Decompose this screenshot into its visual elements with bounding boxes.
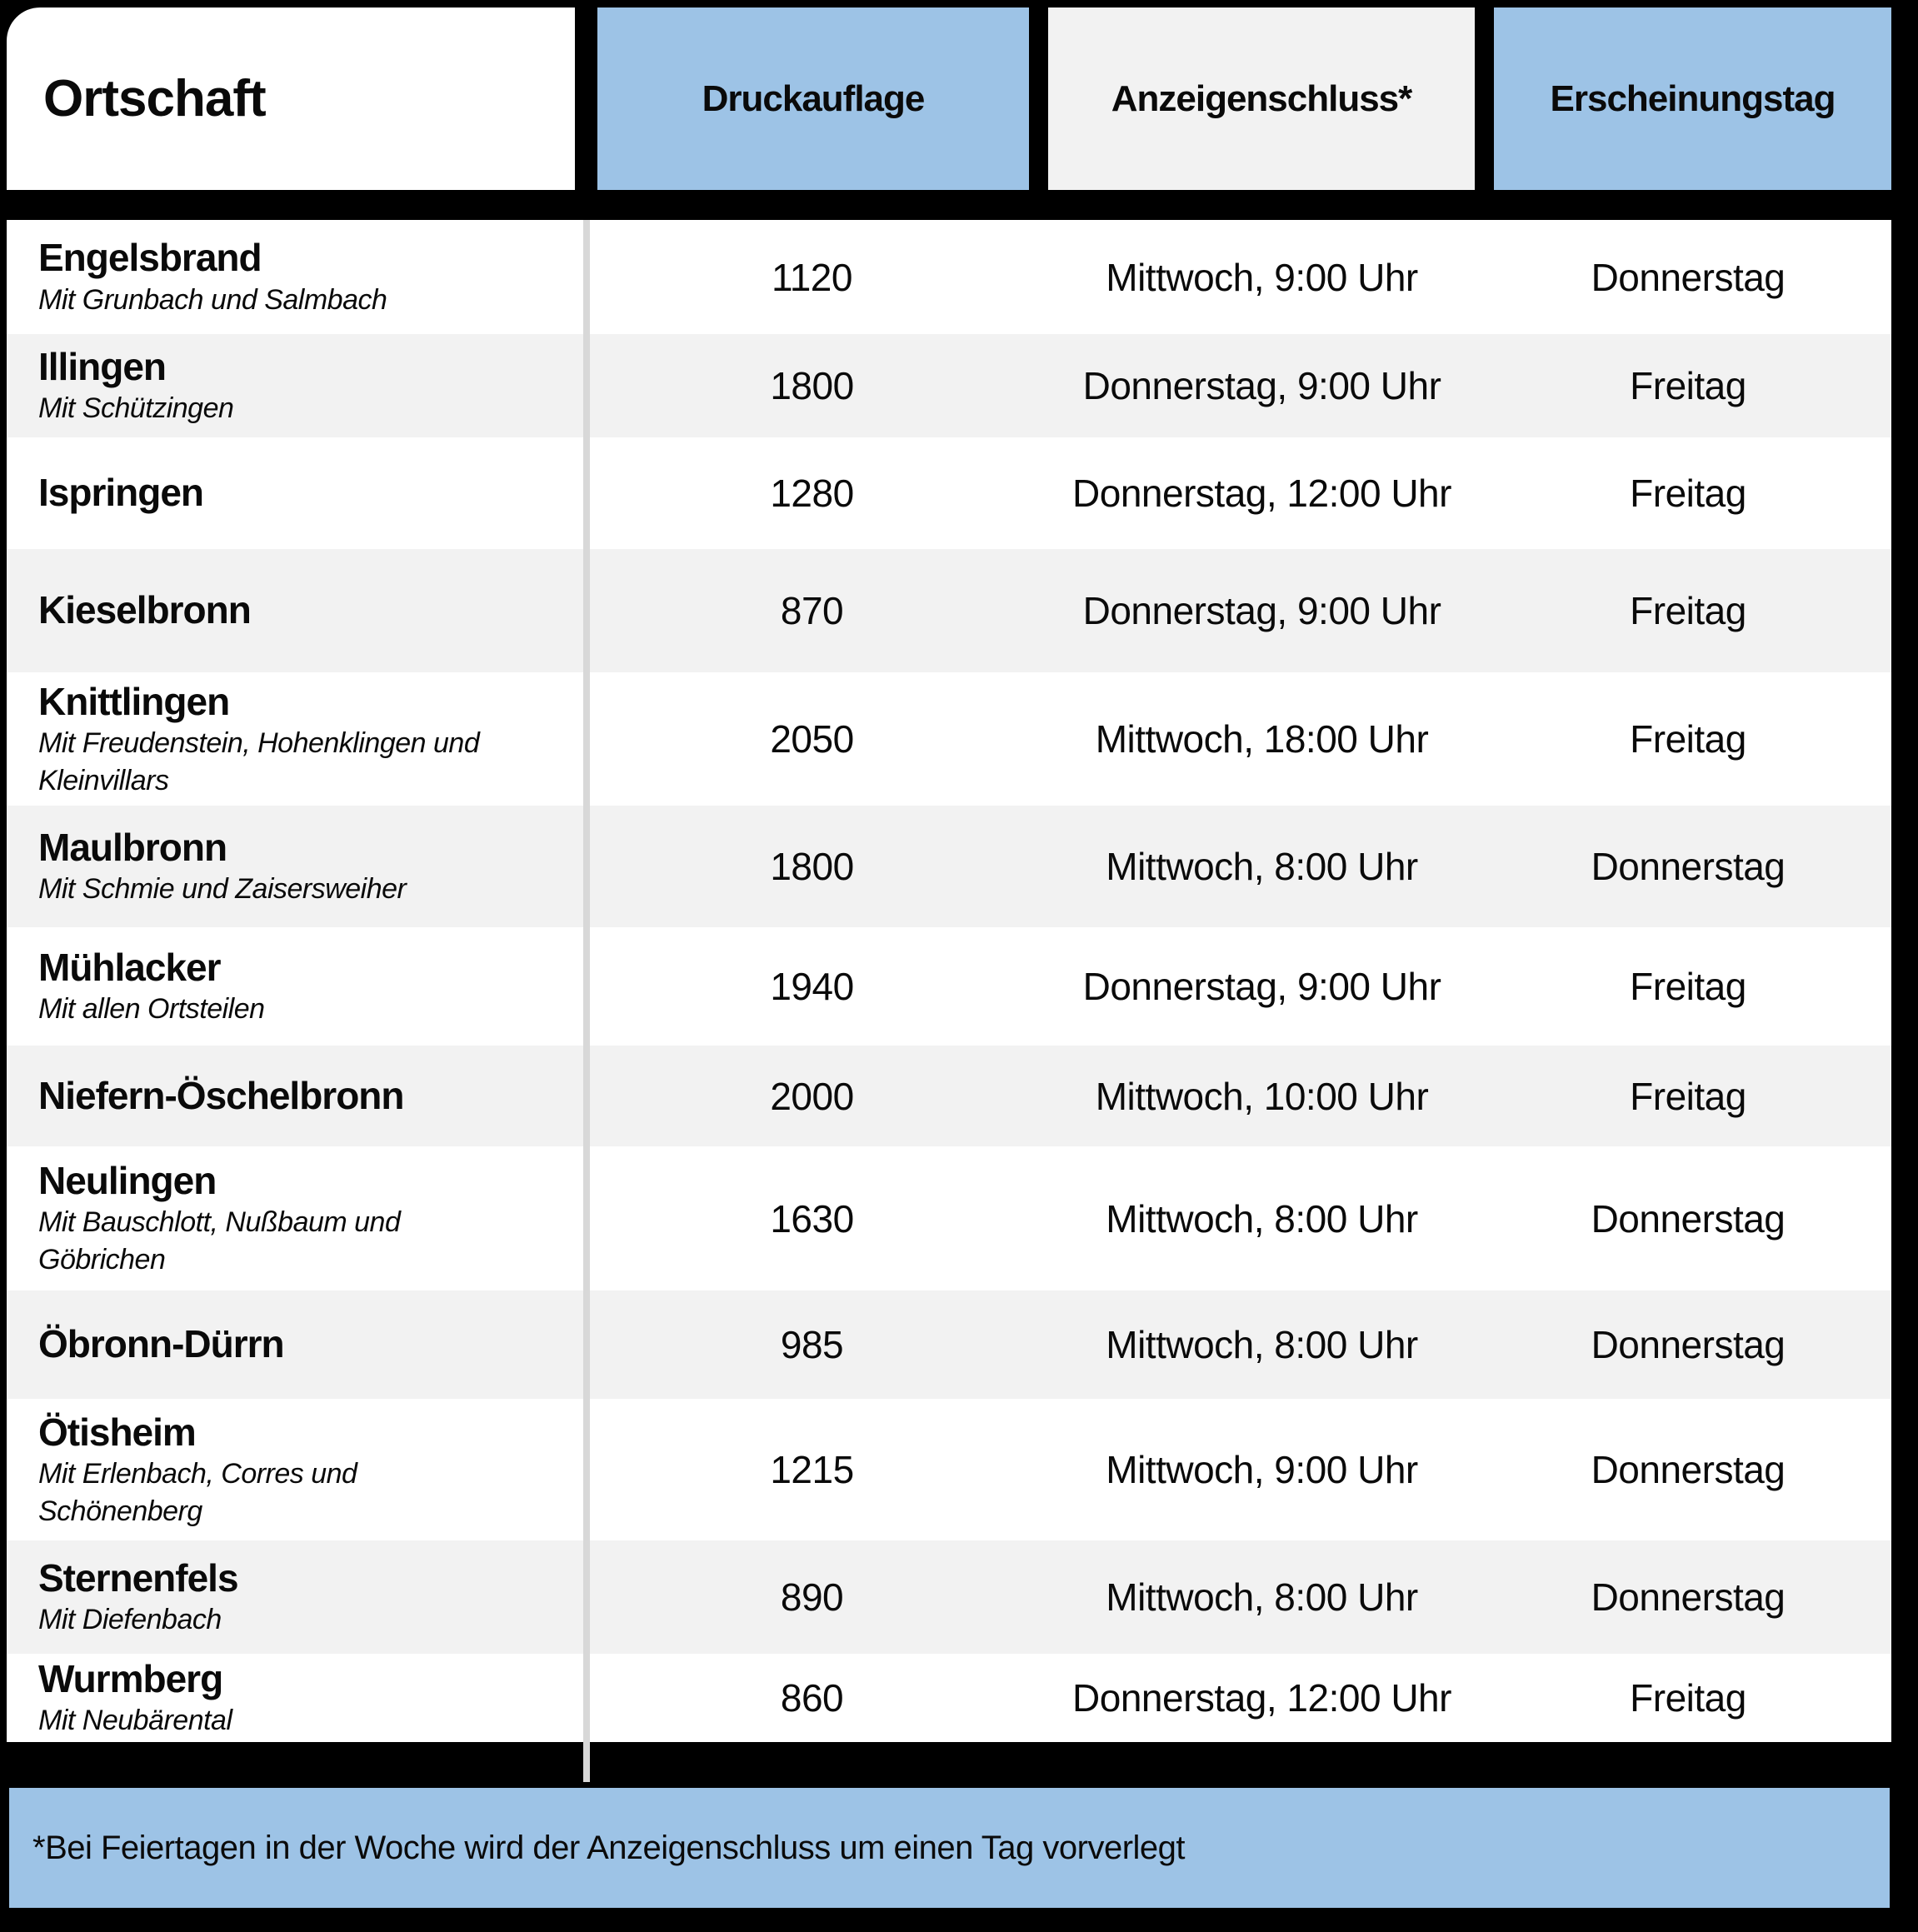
- druckauflage-value: 870: [780, 589, 844, 632]
- erscheinungstag-value: Donnerstag: [1591, 845, 1786, 888]
- table-row: [7, 672, 1891, 806]
- place-name: Ispringen: [38, 471, 204, 515]
- place-name: Niefern-Öschelbronn: [38, 1073, 404, 1117]
- erscheinungstag-value: Freitag: [1630, 1676, 1746, 1720]
- place-subtitle: Mit Schützingen: [38, 392, 234, 425]
- place-cell: [7, 1290, 585, 1399]
- table-row: [7, 1654, 1891, 1742]
- place-subtitle: Mit Diefenbach: [38, 1604, 222, 1636]
- place-name: Wurmberg: [38, 1656, 223, 1700]
- anzeigenschluss-value: Mittwoch, 10:00 Uhr: [1095, 1074, 1429, 1118]
- anzeigenschluss-value: Mittwoch, 8:00 Uhr: [1106, 845, 1418, 888]
- place-cell: [7, 927, 585, 1046]
- druckauflage-value: 890: [780, 1575, 844, 1619]
- erscheinungstag-value: Freitag: [1630, 472, 1746, 515]
- place-cell: [7, 806, 585, 927]
- place-cell: [7, 549, 585, 672]
- column-header-anzeigenschluss: Anzeigenschluss*: [1048, 7, 1475, 190]
- druckauflage-value: 860: [780, 1676, 844, 1720]
- erscheinungstag-value: Donnerstag: [1591, 1575, 1786, 1619]
- place-subtitle: Mit Schmie und Zaisersweiher: [38, 873, 407, 906]
- table-row: [7, 1146, 1891, 1290]
- table-row: [7, 927, 1891, 1046]
- anzeigenschluss-value: Mittwoch, 9:00 Uhr: [1106, 255, 1418, 299]
- footnote-banner: [9, 1788, 1890, 1908]
- place-cell: [7, 672, 585, 806]
- column-header-ortschaft: Ortschaft: [7, 7, 575, 190]
- table-row: [7, 334, 1891, 437]
- column-divider: [583, 220, 590, 1782]
- place-subtitle: Mit Neubärental: [38, 1705, 232, 1737]
- place-cell: [7, 1146, 585, 1290]
- erscheinungstag-value: Freitag: [1630, 965, 1746, 1008]
- erscheinungstag-value: Donnerstag: [1591, 255, 1786, 299]
- anzeigenschluss-value: Donnerstag, 9:00 Uhr: [1082, 965, 1441, 1008]
- anzeigenschluss-value: Mittwoch, 8:00 Uhr: [1106, 1323, 1418, 1366]
- place-name: Ötisheim: [38, 1410, 196, 1454]
- place-cell: [7, 1399, 585, 1540]
- druckauflage-value: 2050: [770, 717, 854, 761]
- place-cell: [7, 1046, 585, 1146]
- footnote-text: *Bei Feiertagen in der Woche wird der Anzeigenschluss um einen Tag vorverlegt: [32, 1829, 1186, 1866]
- place-name: Knittlingen: [38, 679, 230, 723]
- place-name: Kieselbronn: [38, 588, 251, 632]
- druckauflage-value: 1940: [770, 965, 854, 1008]
- erscheinungstag-value: Donnerstag: [1591, 1323, 1786, 1366]
- table-body: [7, 220, 1891, 1742]
- place-cell: [7, 220, 585, 334]
- erscheinungstag-value: Freitag: [1630, 364, 1746, 407]
- anzeigenschluss-value: Donnerstag, 12:00 Uhr: [1072, 1676, 1451, 1720]
- place-subtitle: Mit Grunbach und Salmbach: [38, 283, 387, 316]
- place-subtitle: Mit Bauschlott, Nußbaum und Göbrichen: [38, 1206, 401, 1276]
- table-row: [7, 437, 1891, 549]
- place-name: Illingen: [38, 344, 166, 388]
- anzeigenschluss-value: Mittwoch, 8:00 Uhr: [1106, 1196, 1418, 1241]
- table-row: [7, 220, 1891, 334]
- anzeigenschluss-value: Donnerstag, 9:00 Uhr: [1082, 364, 1441, 407]
- druckauflage-value: 1120: [772, 255, 852, 299]
- druckauflage-value: 1630: [770, 1196, 854, 1241]
- anzeigenschluss-value: Donnerstag, 9:00 Uhr: [1082, 589, 1441, 632]
- druckauflage-value: 1215: [770, 1448, 854, 1491]
- erscheinungstag-value: Freitag: [1630, 1074, 1746, 1118]
- erscheinungstag-value: Donnerstag: [1591, 1196, 1786, 1241]
- place-name: Sternenfels: [38, 1555, 238, 1600]
- druckauflage-value: 1280: [770, 472, 854, 515]
- druckauflage-value: 985: [780, 1323, 844, 1366]
- place-name: Mühlacker: [38, 945, 221, 989]
- place-subtitle: Mit Erlenbach, Corres und Schönenberg: [38, 1457, 357, 1527]
- table-row: [7, 549, 1891, 672]
- anzeigenschluss-value: Donnerstag, 12:00 Uhr: [1072, 472, 1451, 515]
- druckauflage-value: 2000: [770, 1074, 854, 1118]
- table-row: [7, 806, 1891, 927]
- table-row: [7, 1399, 1891, 1540]
- place-cell: [7, 437, 585, 549]
- place-cell: [7, 1654, 585, 1742]
- table-row: [7, 1290, 1891, 1399]
- erscheinungstag-value: Freitag: [1630, 717, 1746, 761]
- place-cell: [7, 334, 585, 437]
- anzeigenschluss-value: Mittwoch, 9:00 Uhr: [1106, 1448, 1418, 1491]
- anzeigenschluss-value: Mittwoch, 18:00 Uhr: [1095, 717, 1429, 761]
- place-name: Neulingen: [38, 1159, 217, 1203]
- table-row: [7, 1540, 1891, 1654]
- table-row: [7, 1046, 1891, 1146]
- place-subtitle: Mit allen Ortsteilen: [38, 993, 265, 1026]
- anzeigenschluss-value: Mittwoch, 8:00 Uhr: [1106, 1575, 1418, 1619]
- place-name: Öbronn-Dürrn: [38, 1322, 284, 1366]
- place-name: Maulbronn: [38, 825, 227, 869]
- column-header-erscheinungstag: Erscheinungstag: [1494, 7, 1891, 190]
- place-cell: [7, 1540, 585, 1654]
- place-subtitle: Mit Freudenstein, Hohenklingen und Kleinvillars: [38, 726, 480, 796]
- druckauflage-value: 1800: [770, 364, 854, 407]
- erscheinungstag-value: Donnerstag: [1591, 1448, 1786, 1491]
- column-header-druckauflage: Druckauflage: [597, 7, 1029, 190]
- erscheinungstag-value: Freitag: [1630, 589, 1746, 632]
- place-name: Engelsbrand: [38, 236, 262, 280]
- druckauflage-value: 1800: [770, 845, 854, 888]
